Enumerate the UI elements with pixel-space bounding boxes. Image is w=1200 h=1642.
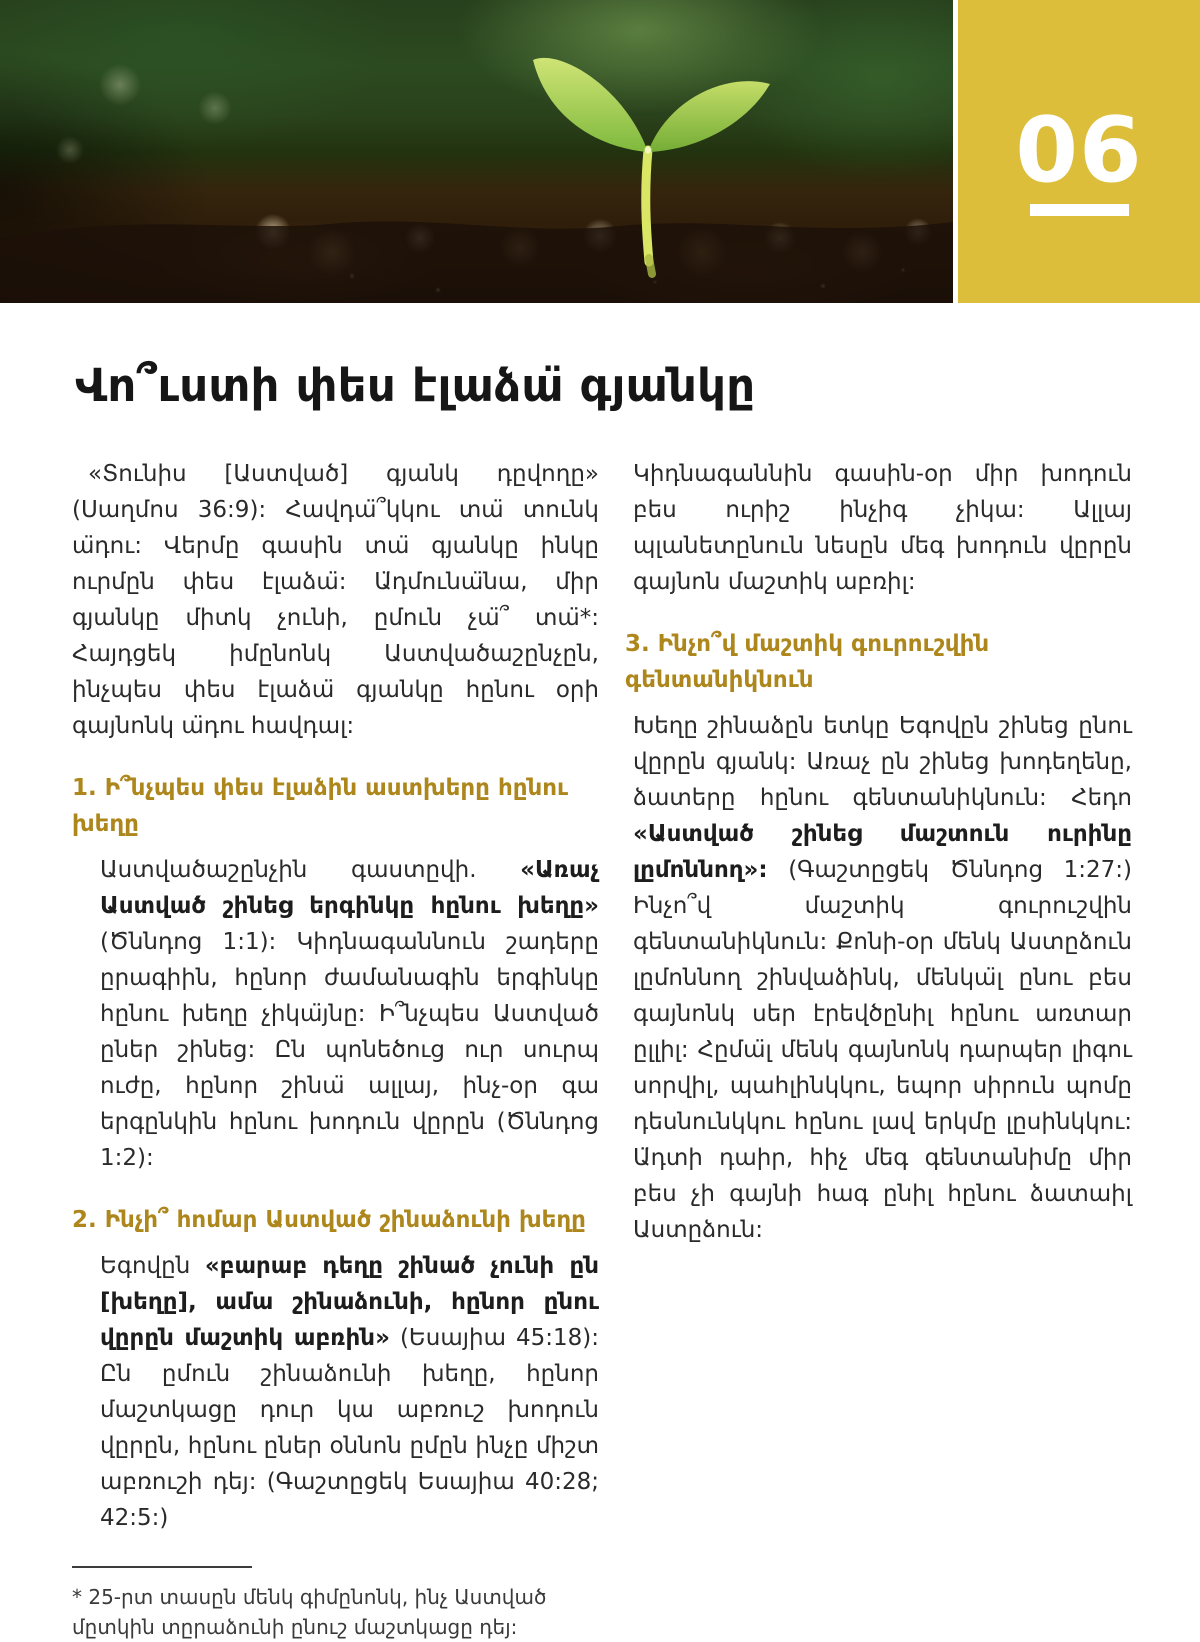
section-2-heading: 2. Ինչի՞ հոմար Աստված շինաձունի խեղը <box>72 1207 586 1233</box>
section-2-paragraph: Եգովըն «բարաբ դեղը շինած չունի ըն [խեղը], ամա շինաձունի, հընոր ընու վըրըն մաշտիկ աբռին» (Եսայիա 45:18): Ըն ըմուն շինաձունի խեղը, հընոր մաշտկացը դուր կա աբռուշ խոդուն վըրըն, հընու ըներ օննոն ըմըն ինչը միշտ աբռուշի դեյ: (Գաշտըցեկ Եսայիա 40:28; 42:5:) <box>100 1253 599 1531</box>
section-3-paragraph: Խեղը շինաձըն ետկը Եգովըն շինեց ընու վըրըն գյանկ: Առաչ ըն շինեց խոդեղենը, ձատերը հընու գենտանիկնուն: Հեդո «Աստված շինեց մաշտուն ուրինը լըմոննող»: (Գաշտըցեկ Ծննդոց 1:27:) Ինչո՞վ մաշտիկ գուրուշվին գենտանիկնուն: Քոնի-օր մենկ Աստըձուն լըմոննող շինվաձինկ, մենկա̈լ ընու բես գայնոնկ սեր էրեվծընիլ հընու առտար ըլլիլ: Հըմա̈լ մենկ գայնոնկ դարպեր լիգու սորվիլ, պահլինկկու, եպոր սիրուն պոմը դեսնունկկու հընու լավ երկմը լըսինկկու: Ա̈դտի դաիր, հիչ մեգ գենտանիմը միր բես չի գայնի հագ ընիլ հընու ձատաիլ Աստըձուն: <box>633 713 1132 1243</box>
chapter-number: 06 <box>1015 97 1143 203</box>
chapter-badge <box>958 0 1200 303</box>
sprout-stem-base <box>649 258 652 274</box>
soil-mound <box>0 221 953 303</box>
section-3-heading: 3. Ինչո՞վ մաշտիկ գուրուշվին գենտանիկնուն <box>625 631 990 693</box>
sprout-leaf-left <box>533 58 648 152</box>
section-1-paragraph: Աստվածաշընչին գաստըվի. «Առաչ Աստված շինեց երգինկը հընու խեղը» (Ծննդոց 1:1): Կիդնագաննուն շադերը ըրագիին, հընոր ժամանագին երգինկը հընու խեղը չիկա̈յնը: Ի՞նչպես Աստված ըներ շինեց: Ըն պոնեծուց ուր սուրպ ուժը, հընոր շինա̈ ալլայ, ինչ-օր գա երգընկին հընու խոդուն վըրըն (Ծննդոց 1:2): <box>100 857 599 1171</box>
content <box>0 456 1200 1642</box>
section-2-continued-paragraph: Կիդնագաննին գասին-օր միր խոդուն բես ուրիշ ինչիգ չիկա: Ալլայ պլանետընուն նեսըն մեգ խոդուն վըրըն գայնոն մաշտիկ աբռիլ: <box>633 461 1132 595</box>
page-title: Վո՞ւստի փես էլաձա̈ գյանկը <box>75 359 756 412</box>
footnote-divider <box>72 1566 252 1568</box>
sprout-stem <box>646 150 649 262</box>
sprout-highlight <box>645 147 652 154</box>
chapter-underline <box>1030 204 1129 216</box>
header-photo <box>0 0 953 303</box>
seedling-illustration <box>0 0 953 303</box>
hero <box>0 0 1200 303</box>
sprout-leaf-right <box>648 81 770 152</box>
right-column <box>625 456 1132 1642</box>
footnote-text: * 25-րտ տասըն մենկ գիմընոնկ, ինչ Աստված մըտկին տըրաձունի ընուշ մաշտկացը դեյ: <box>72 1585 547 1639</box>
intro-paragraph: «Տունիս [Աստված] գյանկ դըվողը» (Սաղմոս 36:9): Հավդա̈՞կկու տա̈ տունկ ա̈դու: Վերմը գասին տա̈ գյանկը ինկը ուրմըն փես էլաձա̈: Ա̈դմունա̈նա, միր գյանկը միտկ չունի, ըմուն չա̈՞ տա̈*: Հայդցեկ իմընոնկ Աստվածաշընչըն, ինչպես փես էլաձա̈ գյանկը հընու օրի գայնոնկ ա̈դու հավդալ: <box>72 461 599 739</box>
left-column <box>72 456 599 1642</box>
section-1-heading: 1. Ի՞նչպես փես էլաձին աստխերը հընու խեղը <box>72 775 569 837</box>
